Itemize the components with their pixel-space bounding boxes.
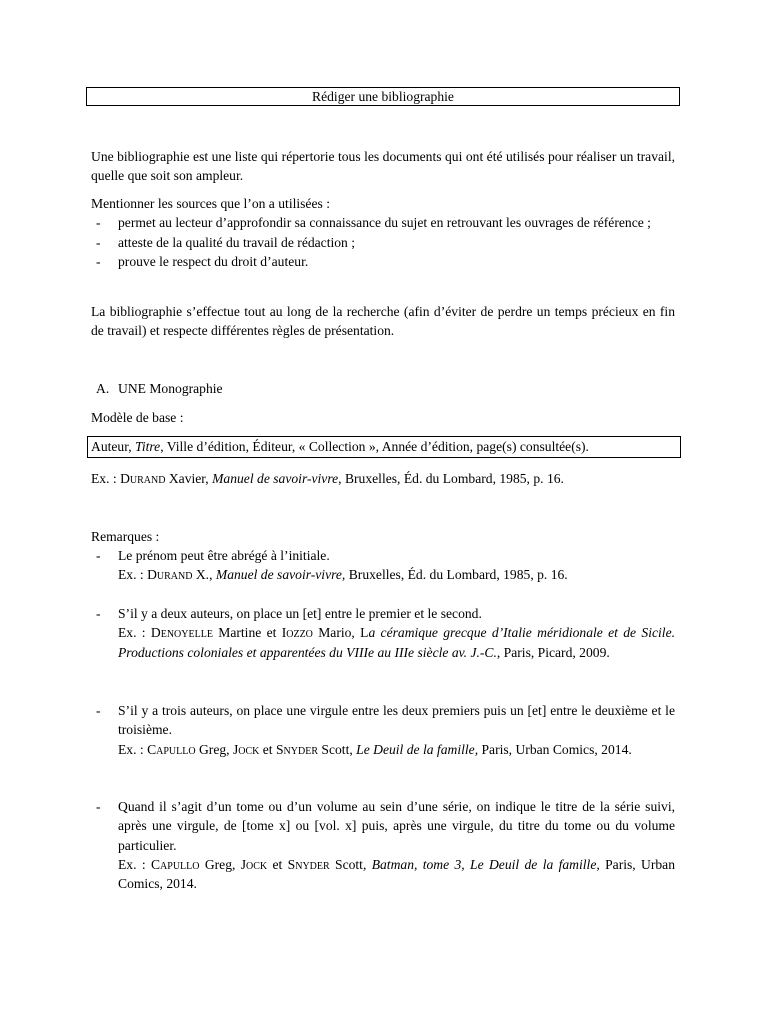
dash-bullet: - (96, 799, 101, 814)
sources-section (91, 194, 675, 271)
remark-example: Ex. : Capullo Greg, Jock et Snyder Scott, Batman, tome 3, Le Deuil de la famille, Paris, Urban Comics, 2014. (118, 856, 676, 892)
list-item: - S’il y a trois auteurs, on place une virgule entre les deux premiers puis un [et] entre le deuxième et le troisième. Ex. : Capullo Greg, Jock et Snyder Scott, Le Deuil de la famille, Paris, Urban Comics, 2014. (91, 701, 675, 759)
remark-example: Ex. : Denoyelle Martine et Iozzo Mario, La céramique grecque d’Italie méridionale et de Sicile. Productions coloniales et apparentées du VIIIe au IIIe siècle av. J.-C., Paris, Picard, 2009. (118, 625, 675, 660)
base-example: Ex. : Durand Xavier, Manuel de savoir-vivre, Bruxelles, Éd. du Lombard, 1985, p. 16. (91, 471, 564, 486)
section-marker: A. (96, 381, 110, 396)
dash-bullet: - (96, 253, 101, 269)
remarks-list-4 (91, 797, 675, 893)
dash-bullet: - (96, 606, 101, 621)
section-heading-text: UNE Monographie (118, 381, 223, 396)
section-a-heading (91, 379, 675, 398)
list-item: - atteste de la qualité du travail de rédaction ; (91, 233, 675, 252)
remarks-list-3 (91, 701, 675, 759)
remarks-list-2 (91, 604, 675, 662)
dash-bullet: - (96, 215, 101, 231)
remark-example: Ex. : Durand X., Manuel de savoir-vivre, Bruxelles, Éd. du Lombard, 1985, p. 16. (118, 567, 568, 583)
list-item: - Quand il s’agit d’un tome ou d’un volume au sein d’une série, on indique le titre de la série suivi, après une virgule, de [tome x] ou [vol. x] puis, après une virgule, du titre du tome ou du volume particulier. Ex. : Capullo Greg, Jock et Snyder Scott, Batman, tome 3, Le Deuil de la famille, Paris, Urban Comics, 2014. (91, 797, 675, 893)
list-item: - S’il y a deux auteurs, on place un [et] entre le premier et le second. Ex. : Denoyelle Martine et Iozzo Mario, La céramique grecque d’Italie méridionale et de Sicile. Productions coloniales et apparentées du VIIIe au IIIe siècle av. J.-C., Paris, Picard, 2009. (91, 604, 675, 662)
list-item: - permet au lecteur d’approfondir sa connaissance du sujet en retrouvant les ouvrages de référence ; (91, 213, 675, 232)
intro-paragraph: Une bibliographie est une liste qui répertorie tous les documents qui ont été utilisés pour réaliser un travail, quelle que soit son ampleur. (91, 149, 675, 184)
remarks-list-1 (91, 546, 675, 585)
list-item: - Le prénom peut être abrégé à l’initiale. Ex. : Durand X., Manuel de savoir-vivre, Bruxelles, Éd. du Lombard, 1985, p. 16. (91, 546, 675, 585)
remarks-label: Remarques : (91, 529, 160, 544)
remark-example: Ex. : Capullo Greg, Jock et Snyder Scott, Le Deuil de la famille, Paris, Urban Comics, 2014. (118, 741, 632, 757)
list-item: - prouve le respect du droit d’auteur. (91, 252, 675, 271)
sources-lead: Mentionner les sources que l’on a utilisées : (91, 196, 330, 211)
sources-list (91, 213, 675, 271)
document-title: Rédiger une bibliographie (86, 87, 680, 106)
model-label: Modèle de base : (91, 410, 184, 425)
dash-bullet: - (96, 234, 101, 250)
dash-bullet: - (96, 703, 101, 718)
model-box: Auteur, Titre, Ville d’édition, Éditeur, « Collection », Année d’édition, page(s) consultée(s). (87, 436, 681, 458)
closing-paragraph: La bibliographie s’effectue tout au long de la recherche (afin d’éviter de perdre un temps précieux en fin de travail) et respecte différentes règles de présentation. (91, 304, 675, 339)
dash-bullet: - (96, 548, 101, 563)
